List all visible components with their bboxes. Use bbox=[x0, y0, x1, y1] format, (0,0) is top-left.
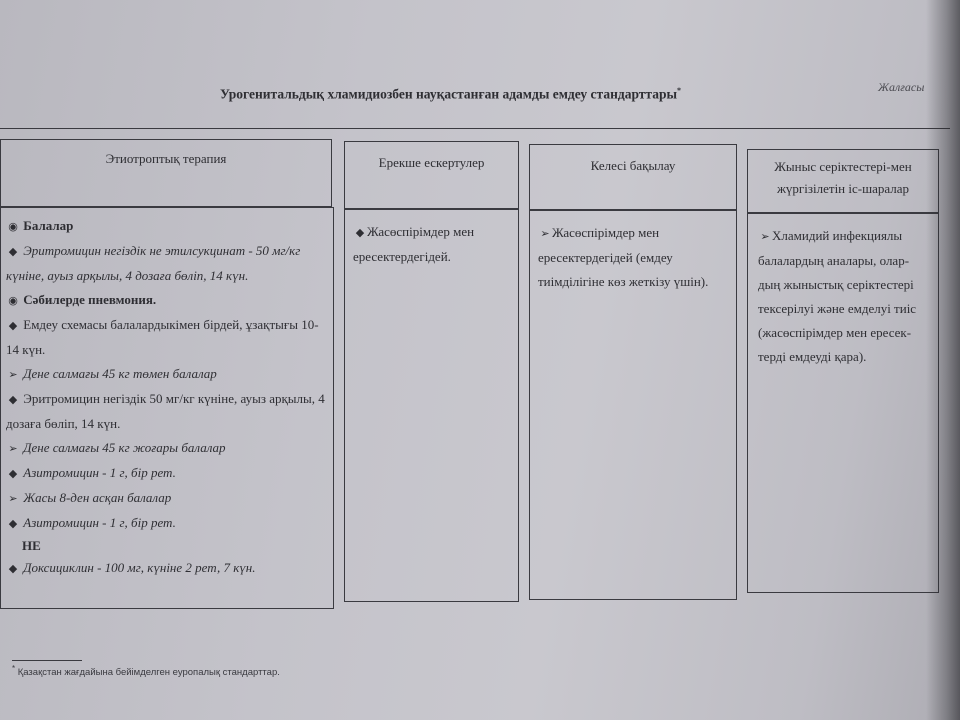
list-item: ◉ Сәбилерде пневмония. bbox=[6, 288, 329, 313]
diamond-icon: ◆ bbox=[8, 468, 18, 480]
column-header-special-notes bbox=[344, 141, 519, 209]
diamond-icon: ◆ bbox=[355, 227, 365, 239]
diamond-icon: ◆ bbox=[8, 394, 18, 406]
arrow-icon: ➢ bbox=[8, 493, 18, 505]
column-header-special-notes-text: Ерекше ескертулер bbox=[378, 155, 485, 170]
diamond-icon: ◆ bbox=[8, 320, 18, 332]
column-header-partner-measures bbox=[747, 149, 939, 213]
list-item: ➢ Дене салмағы 45 кг жоғары балалар bbox=[6, 436, 329, 461]
column-header-follow-up bbox=[529, 144, 737, 210]
list-item: ◆ Доксициклин - 100 мг, күніне 2 рет, 7 күн. bbox=[6, 556, 329, 581]
column-header-etiotropic bbox=[0, 139, 332, 207]
arrow-icon: ➢ bbox=[8, 443, 18, 455]
footnote bbox=[12, 664, 280, 678]
list-item: ◉ Балалар bbox=[6, 214, 329, 239]
column-header-partner-measures-text: Жыныс серіктестері-мен жүргізілетін іс-шаралар bbox=[774, 159, 912, 196]
document-title bbox=[220, 86, 780, 103]
footnote-marker: * bbox=[12, 664, 16, 673]
page-edge-shadow bbox=[926, 0, 960, 720]
column-body-follow-up bbox=[529, 210, 737, 600]
partner-measures-text: Хламидий инфекциялы балалардың аналары, олар-дың жыныстық серіктестері тексерілуі және емделуі тиіс (жасөспірімдер мен ересек-терді емдеуді қара). bbox=[758, 228, 917, 364]
list-item: ➢ Жасы 8-ден асқан балалар bbox=[6, 486, 329, 511]
footnote-rule bbox=[12, 660, 82, 661]
continued-label: Жалғасы bbox=[878, 80, 925, 94]
arrow-icon: ➢ bbox=[760, 231, 770, 243]
list-item: НЕ bbox=[22, 538, 41, 553]
list-item: ◆ Емдеу схемасы балалардыкімен бірдей, ұзақтығы 10-14 күн. bbox=[6, 313, 329, 362]
footnote-text: Қазақстан жағдайына бейімделген еуропалық стандарттар. bbox=[17, 667, 280, 679]
arrow-icon: ➢ bbox=[8, 369, 18, 381]
column-body-special-notes bbox=[344, 209, 519, 602]
list-item: ◆ Эритромицин негіздік не этилсукцинат - 50 мг/кг күніне, ауыз арқылы, 4 дозаға бөліп, 14 күн. bbox=[6, 239, 329, 288]
list-item: ➢ Дене салмағы 45 кг төмен балалар bbox=[6, 362, 329, 387]
target-icon: ◉ bbox=[8, 221, 18, 233]
header-rule bbox=[0, 128, 950, 129]
list-item: ◆ Азитромицин - 1 г, бір рет. bbox=[6, 461, 329, 486]
column-header-etiotropic-text: Этиотроптық терапия bbox=[105, 151, 227, 166]
list-item: ◆ Азитромицин - 1 г, бір рет. bbox=[6, 511, 329, 536]
diamond-icon: ◆ bbox=[8, 518, 18, 530]
title-text: Урогенитальдық хламидиозбен науқастанған адамды емдеу стандарттары bbox=[220, 86, 677, 102]
column-body-partner-measures bbox=[747, 213, 939, 593]
diamond-icon: ◆ bbox=[8, 563, 18, 575]
column-body-etiotropic bbox=[0, 207, 334, 609]
list-item: ◆ Эритромицин негіздік 50 мг/кг күніне, ауыз арқылы, 4 дозаға бөліп, 14 күн. bbox=[6, 387, 329, 436]
diamond-icon: ◆ bbox=[8, 246, 18, 258]
special-notes-text: Жасөспірімдер мен ересектердегідей. bbox=[353, 224, 475, 264]
title-footnote-marker: * bbox=[677, 86, 681, 95]
column-header-follow-up-text: Келесі бақылау bbox=[590, 158, 676, 173]
follow-up-text: Жасөспірімдер мен ересектердегідей (емдеу тиімділігіне көз жеткізу үшін). bbox=[538, 225, 709, 289]
arrow-icon: ➢ bbox=[540, 228, 550, 240]
target-icon: ◉ bbox=[8, 295, 18, 307]
